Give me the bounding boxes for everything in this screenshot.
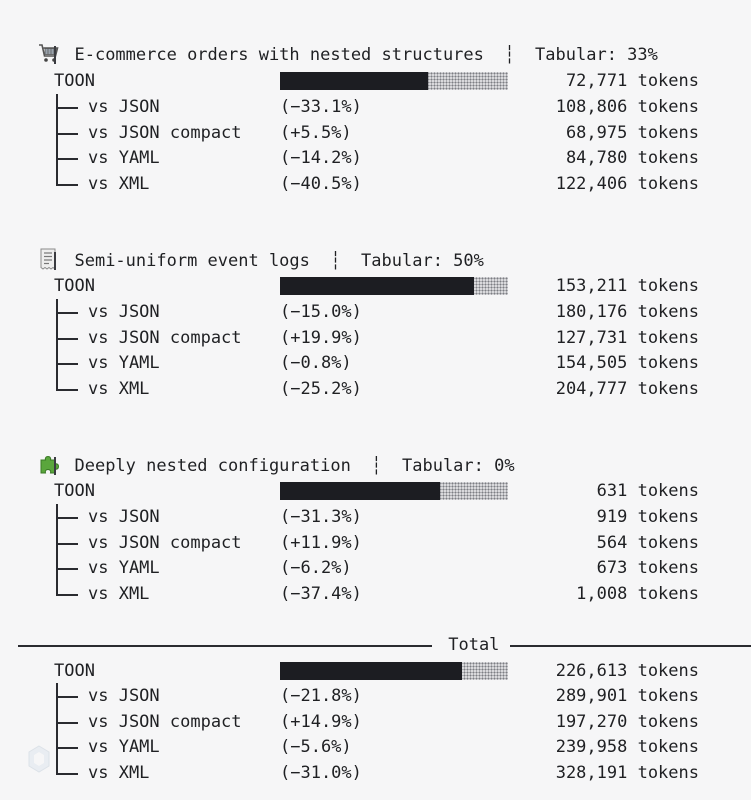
comparison-percent: (+5.5%) (280, 123, 352, 143)
section-header (18, 427, 515, 476)
format-name: TOON (54, 661, 95, 681)
comparison-label: vs XML (88, 763, 150, 783)
tree-branch (56, 760, 80, 786)
token-count: 226,613 tokens (555, 661, 699, 681)
comparison-percent: (+11.9%) (280, 533, 362, 553)
token-count: 919 tokens (596, 507, 699, 527)
comparison-label: vs JSON compact (88, 712, 242, 732)
token-count: 289,901 tokens (555, 686, 699, 706)
tree-branch (56, 350, 80, 376)
token-bar (280, 662, 508, 680)
comparison-percent: (−25.2%) (280, 379, 362, 399)
tree-branch (56, 94, 80, 120)
total-label: Total (438, 635, 510, 655)
comparison-row (0, 555, 751, 581)
comparison-row (0, 376, 751, 402)
tree-branch (56, 120, 80, 146)
comparison-row (0, 734, 751, 760)
comparison-label: vs XML (88, 584, 150, 604)
section-title: E-commerce orders with nested structures ┆ Tabular: 33% (74, 45, 658, 65)
token-bar-fill (280, 277, 474, 295)
comparison-row (0, 299, 751, 325)
comparison-label: vs YAML (88, 148, 160, 168)
comparison-percent: (−37.4%) (280, 584, 362, 604)
tree-branch (56, 299, 80, 325)
tree-branch (56, 683, 80, 709)
token-bar (280, 482, 508, 500)
comparison-percent: (−0.8%) (280, 353, 352, 373)
toon-row (0, 273, 751, 299)
comparison-percent: (−14.2%) (280, 148, 362, 168)
comparison-percent: (−6.2%) (280, 558, 352, 578)
comparison-percent: (−31.0%) (280, 763, 362, 783)
comparison-label: vs JSON (88, 507, 160, 527)
token-count: 84,780 tokens (565, 148, 699, 168)
token-count: 204,777 tokens (555, 379, 699, 399)
section-header (18, 222, 484, 271)
token-count: 154,505 tokens (555, 353, 699, 373)
comparison-row (0, 325, 751, 351)
token-count: 239,958 tokens (555, 737, 699, 757)
comparison-label: vs JSON (88, 302, 160, 322)
divider-line (510, 645, 751, 647)
format-name: TOON (54, 71, 95, 91)
tree-connector (54, 46, 56, 64)
tree-branch (56, 555, 80, 581)
comparison-row (0, 530, 751, 556)
watermark-logo-icon (26, 744, 52, 774)
comparison-label: vs XML (88, 379, 150, 399)
comparison-row (0, 581, 751, 607)
comparison-percent: (−5.6%) (280, 737, 352, 757)
comparison-row (0, 709, 751, 735)
token-bar (280, 72, 508, 90)
token-count: 1,008 tokens (576, 584, 699, 604)
token-count: 108,806 tokens (555, 97, 699, 117)
tree-connector (54, 252, 56, 270)
comparison-percent: (−15.0%) (280, 302, 362, 322)
toon-row (0, 658, 751, 684)
comparison-row (0, 145, 751, 171)
comparison-label: vs JSON (88, 686, 160, 706)
token-count: 68,975 tokens (565, 123, 699, 143)
comparison-percent: (−21.8%) (280, 686, 362, 706)
comparison-percent: (−33.1%) (280, 97, 362, 117)
token-count: 127,731 tokens (555, 328, 699, 348)
token-count: 673 tokens (596, 558, 699, 578)
token-count: 122,406 tokens (555, 174, 699, 194)
comparison-percent: (+19.9%) (280, 328, 362, 348)
section-header (18, 16, 658, 65)
toon-row (0, 478, 751, 504)
token-count: 180,176 tokens (555, 302, 699, 322)
tree-connector (54, 457, 56, 475)
tree-branch (56, 734, 80, 760)
token-count: 72,771 tokens (565, 71, 699, 91)
comparison-row (0, 350, 751, 376)
comparison-percent: (+14.9%) (280, 712, 362, 732)
comparison-row (0, 683, 751, 709)
comparison-label: vs YAML (88, 558, 160, 578)
token-count: 564 tokens (596, 533, 699, 553)
tree-branch (56, 325, 80, 351)
receipt-log-icon (38, 248, 60, 270)
format-name: TOON (54, 481, 95, 501)
tree-branch (56, 145, 80, 171)
comparison-label: vs JSON compact (88, 328, 242, 348)
comparison-label: vs YAML (88, 353, 160, 373)
comparison-percent: (−31.3%) (280, 507, 362, 527)
shopping-cart-icon (38, 42, 60, 64)
comparison-label: vs JSON compact (88, 533, 242, 553)
comparison-percent: (−40.5%) (280, 174, 362, 194)
token-count: 631 tokens (596, 481, 699, 501)
comparison-row (0, 171, 751, 197)
tree-branch (56, 504, 80, 530)
comparison-row (0, 120, 751, 146)
section-title: Deeply nested configuration ┆ Tabular: 0% (74, 456, 515, 476)
token-bar (280, 277, 508, 295)
token-count: 197,270 tokens (555, 712, 699, 732)
comparison-label: vs JSON compact (88, 123, 242, 143)
tree-branch (56, 530, 80, 556)
comparison-label: vs XML (88, 174, 150, 194)
token-count: 328,191 tokens (555, 763, 699, 783)
comparison-label: vs JSON (88, 97, 160, 117)
comparison-label: vs YAML (88, 737, 160, 757)
divider-line (18, 645, 432, 647)
section-title: Semi-uniform event logs ┆ Tabular: 50% (74, 251, 484, 271)
token-bar-fill (280, 72, 428, 90)
comparison-row (0, 94, 751, 120)
tree-branch (56, 171, 80, 197)
tree-branch (56, 376, 80, 402)
token-count: 153,211 tokens (555, 276, 699, 296)
tree-branch (56, 709, 80, 735)
puzzle-piece-icon (38, 453, 60, 475)
tree-branch (56, 581, 80, 607)
token-bar-fill (280, 662, 462, 680)
comparison-row (0, 760, 751, 786)
format-name: TOON (54, 276, 95, 296)
token-bar-fill (280, 482, 440, 500)
comparison-row (0, 504, 751, 530)
total-divider (18, 632, 751, 658)
toon-row (0, 68, 751, 94)
